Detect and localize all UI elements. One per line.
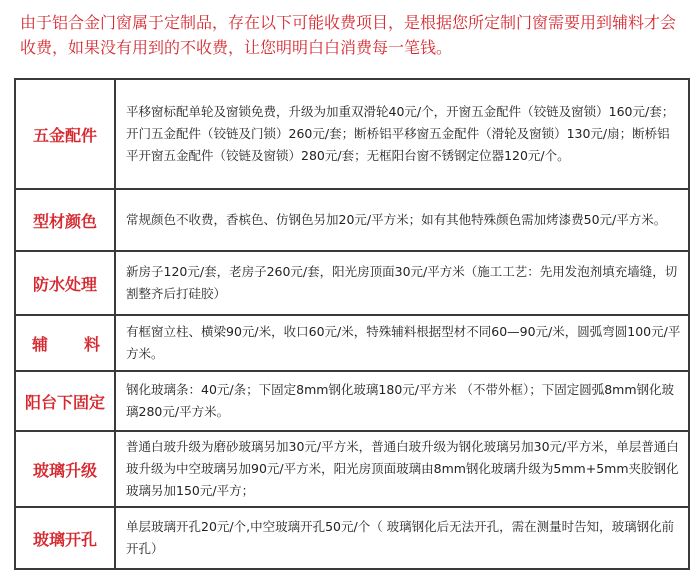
fee-description: 有框窗立柱、横梁90元/米，收口60元/米，特殊辅料根据型材不同60—90元/米，圆弧弯圆100元/平方米。 bbox=[115, 315, 689, 371]
fee-description: 钢化玻璃条：40元/条；下固定8mm钢化玻璃180元/平方米 （不带外框）；下固定圆弧8mm钢化玻璃280元/平方米。 bbox=[115, 371, 689, 431]
fee-description: 普通白玻升级为磨砂玻璃另加30元/平方米，普通白玻升级为钢化玻璃另加30元/平方米，单层普通白玻升级为中空玻璃另加90元/平方米，阳光房顶面玻璃由8mm钢化玻璃升级为5mm+5mm夹胶钢化玻璃另加150元/平方； bbox=[115, 431, 689, 507]
category-label: 防水处理 bbox=[15, 251, 115, 315]
table-row-profile-color bbox=[15, 189, 689, 251]
table-row-hardware bbox=[15, 79, 689, 189]
intro-notice: 由于铝合金门窗属于定制品，存在以下可能收费项目，是根据您所定制门窗需要用到辅料才会收费，如果没有用到的不收费，让您明明白白消费每一笔钱。 bbox=[20, 13, 677, 57]
fee-description: 新房子120元/套，老房子260元/套，阳光房顶面30元/平方米（施工工艺：先用发泡剂填充墙缝，切割整齐后打硅胶） bbox=[115, 251, 689, 315]
fee-description: 常规颜色不收费，香槟色、仿钢色另加20元/平方米；如有其他特殊颜色需加烤漆费50元/平方米。 bbox=[115, 189, 689, 251]
table-row-glass-upgrade bbox=[15, 431, 689, 507]
fee-description: 单层玻璃开孔20元/个,中空玻璃开孔50元/个（ 玻璃钢化后无法开孔，需在测量时告知，玻璃钢化前开孔） bbox=[115, 507, 689, 569]
category-label: 玻璃升级 bbox=[15, 431, 115, 507]
table-row-balcony-fixed bbox=[15, 371, 689, 431]
table-row-glass-drilling bbox=[15, 507, 689, 569]
category-label: 五金配件 bbox=[15, 79, 115, 189]
category-label: 辅料 bbox=[15, 315, 115, 371]
fee-description: 平移窗标配单轮及窗锁免费，升级为加重双滑轮40元/个，开窗五金配件（铰链及窗锁）160元/套；开门五金配件（铰链及门锁）260元/套；断桥铝平移窗五金配件（滑轮及窗锁）130元/扇；断桥铝平开窗五金配件（铰链及窗锁）280元/套；无框阳台窗不锈钢定位器120元/个。 bbox=[115, 79, 689, 189]
table-row-waterproofing bbox=[15, 251, 689, 315]
category-label: 型材颜色 bbox=[15, 189, 115, 251]
table-row-accessories bbox=[15, 315, 689, 371]
category-label: 阳台下固定 bbox=[15, 371, 115, 431]
category-label: 玻璃开孔 bbox=[15, 507, 115, 569]
fee-table bbox=[14, 78, 690, 570]
